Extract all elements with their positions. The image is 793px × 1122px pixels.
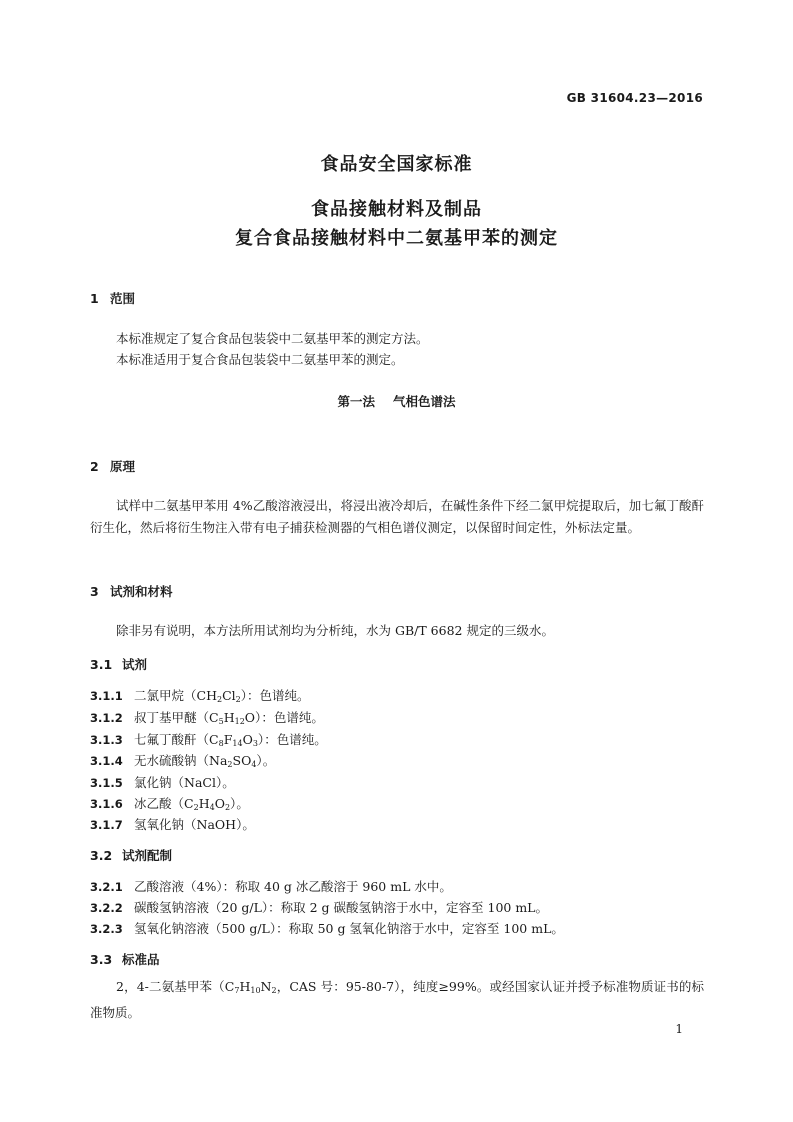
list-item xyxy=(90,877,452,895)
formula-part: C xyxy=(209,710,219,725)
section-title: 试剂 xyxy=(122,657,148,672)
item-text: 碳酸氢钠溶液（20 g/L）：称取 2 g 碳酸氢钠溶于水中，定容至 100 mL。 xyxy=(134,900,548,915)
formula-part: O xyxy=(214,796,225,811)
text-part: ，CAS 号：95-80-7），纯度≥99%。或经国家认证并授予标准物质证书的标准物质。 xyxy=(90,979,704,1020)
item-number: 3.1.4 xyxy=(90,754,123,768)
item-number: 3.1.7 xyxy=(90,818,123,832)
item-suffix: ：色谱纯。 xyxy=(247,688,310,703)
formula-sub: 4 xyxy=(209,803,215,812)
formula-part: C xyxy=(224,979,235,994)
formula-sub: 14 xyxy=(232,739,243,748)
formula-part: N xyxy=(260,979,272,994)
formula-sub: 2 xyxy=(235,695,241,704)
list-item: 3.1.5 氯化钠（NaCl）。 xyxy=(90,775,235,790)
principle-paragraph: 试样中二氨基甲苯用 4%乙酸溶液浸出，将浸出液冷却后，在碱性条件下经二氯甲烷提取后，加七氟丁酸酐衍生化，然后将衍生物注入带有电子捕获检测器的气相色谱仪测定，以保留时间定性，外标法定量。 xyxy=(90,498,704,535)
item-number: 3.1.6 xyxy=(90,797,123,811)
formula-part: F xyxy=(223,732,233,747)
list-item xyxy=(90,898,548,916)
method-heading xyxy=(0,392,793,410)
section-number: 3 xyxy=(90,584,99,599)
item-number: 3.1.2 xyxy=(90,711,123,725)
section-title: 试剂配制 xyxy=(122,848,173,863)
formula-part: H xyxy=(223,710,235,725)
formula-sub: 4 xyxy=(251,760,257,769)
item-name: 无水硫酸钠 xyxy=(134,753,197,768)
method-title: 气相色谱法 xyxy=(393,394,456,409)
formula-part: NaOH xyxy=(196,817,237,832)
formula-sub: 2 xyxy=(227,760,233,769)
item-number: 3.1.1 xyxy=(90,689,123,703)
formula-part: O xyxy=(244,710,256,725)
list-item: 3.1.3 七氟丁酸酐$(C_8F_{14}O_3)$：色谱纯。 xyxy=(90,732,327,748)
section-number: 3.1 xyxy=(90,657,113,672)
item-number: 3.1.3 xyxy=(90,733,123,747)
formula-part: Na xyxy=(209,753,228,768)
formula-sub: 12 xyxy=(234,717,245,726)
formula-sub: 2 xyxy=(193,803,199,812)
item-number: 3.1.5 xyxy=(90,776,123,790)
item-name: 叔丁基甲醚 xyxy=(134,710,197,725)
formula-sub: 8 xyxy=(218,739,224,748)
section-number: 3.3 xyxy=(90,952,113,967)
list-item: 3.1.4 无水硫酸钠$(Na_2SO_4)$。 xyxy=(90,753,276,769)
formula-part: NaCl xyxy=(184,775,216,790)
subsection-heading-reagents xyxy=(90,655,147,673)
reagents-intro: 除非另有说明，本方法所用试剂均为分析纯，水为 GB/T 6682 规定的三级水。 xyxy=(116,623,554,638)
section-title: 标准品 xyxy=(122,952,160,967)
formula-part: CH xyxy=(196,688,217,703)
formula-part: H xyxy=(198,796,210,811)
section-number: 2 xyxy=(90,459,99,474)
item-name: 氯化钠 xyxy=(134,775,172,790)
item-suffix: ：色谱纯。 xyxy=(264,732,327,747)
item-suffix: 。 xyxy=(262,753,276,768)
item-name: 冰乙酸 xyxy=(134,796,172,811)
formula-sub: 2 xyxy=(217,695,223,704)
standards-paragraph xyxy=(90,976,704,1024)
document-subtitle-2: 复合食品接触材料中二氨基甲苯的测定 xyxy=(235,228,558,249)
item-suffix: 。 xyxy=(236,796,249,811)
item-number: 3.2.1 xyxy=(90,880,123,894)
section-heading-scope xyxy=(90,289,135,307)
item-suffix: 。 xyxy=(222,775,235,790)
scope-line-1: 本标准规定了复合食品包装袋中二氨基甲苯的测定方法。 xyxy=(116,331,429,346)
document-subtitle-1: 食品接触材料及制品 xyxy=(311,199,482,220)
method-name: 第一法 xyxy=(337,394,375,409)
item-text: 乙酸溶液（4%）：称取 40 g 冰乙酸溶于 960 mL 水中。 xyxy=(134,879,452,894)
formula-part: O xyxy=(242,732,253,747)
subsection-heading-standards xyxy=(90,950,160,968)
item-number: 3.2.3 xyxy=(90,922,123,936)
standard-number: GB 31604.23—2016 xyxy=(566,91,703,105)
item-name: 氢氧化钠 xyxy=(134,817,185,832)
subsection-heading-preparation xyxy=(90,846,172,864)
list-item: 3.1.7 氢氧化钠（NaOH）。 xyxy=(90,817,255,832)
formula-sub: 5 xyxy=(218,717,224,726)
item-name: 二氯甲烷 xyxy=(134,688,185,703)
list-item: 3.1.6 冰乙酸$(C_2H_4O_2)$。 xyxy=(90,796,249,812)
formula-part: SO xyxy=(232,753,252,768)
item-text: 氢氧化钠溶液（500 g/L）：称取 50 g 氢氧化钠溶于水中，定容至 100 mL。 xyxy=(134,921,564,936)
item-suffix: ：色谱纯。 xyxy=(261,710,324,725)
scope-line-2: 本标准适用于复合食品包装袋中二氨基甲苯的测定。 xyxy=(116,352,404,367)
list-item: 3.1.1 二氯甲烷$(CH_2Cl_2)$：色谱纯。 xyxy=(90,688,310,704)
list-item xyxy=(90,919,564,937)
formula-part: C xyxy=(184,796,194,811)
section-title: 范围 xyxy=(110,291,136,306)
formula-part: C xyxy=(209,732,219,747)
formula-sub: 2 xyxy=(271,986,277,995)
section-heading-principle xyxy=(90,457,135,475)
formula-sub: 3 xyxy=(252,739,258,748)
formula-sub: 7 xyxy=(234,986,240,995)
list-item: 3.1.2 叔丁基甲醚$(C_5H_{12}O)$：色谱纯。 xyxy=(90,710,324,726)
formula-part: H xyxy=(239,979,251,994)
formula-sub: 2 xyxy=(224,803,231,812)
item-suffix: 。 xyxy=(242,817,255,832)
document-title: 食品安全国家标准 xyxy=(320,154,473,175)
section-number: 3.2 xyxy=(90,848,113,863)
item-name: 七氟丁酸酐 xyxy=(134,732,197,747)
section-title: 试剂和材料 xyxy=(110,584,173,599)
text-part: 2，4-二氨基甲苯（ xyxy=(116,979,225,994)
section-title: 原理 xyxy=(110,459,136,474)
item-number: 3.2.2 xyxy=(90,901,123,915)
section-heading-reagents xyxy=(90,582,173,600)
page-number: 1 xyxy=(675,1022,683,1036)
formula-sub: 10 xyxy=(250,986,261,995)
formula-part: Cl xyxy=(222,688,236,703)
section-number: 1 xyxy=(90,291,99,306)
